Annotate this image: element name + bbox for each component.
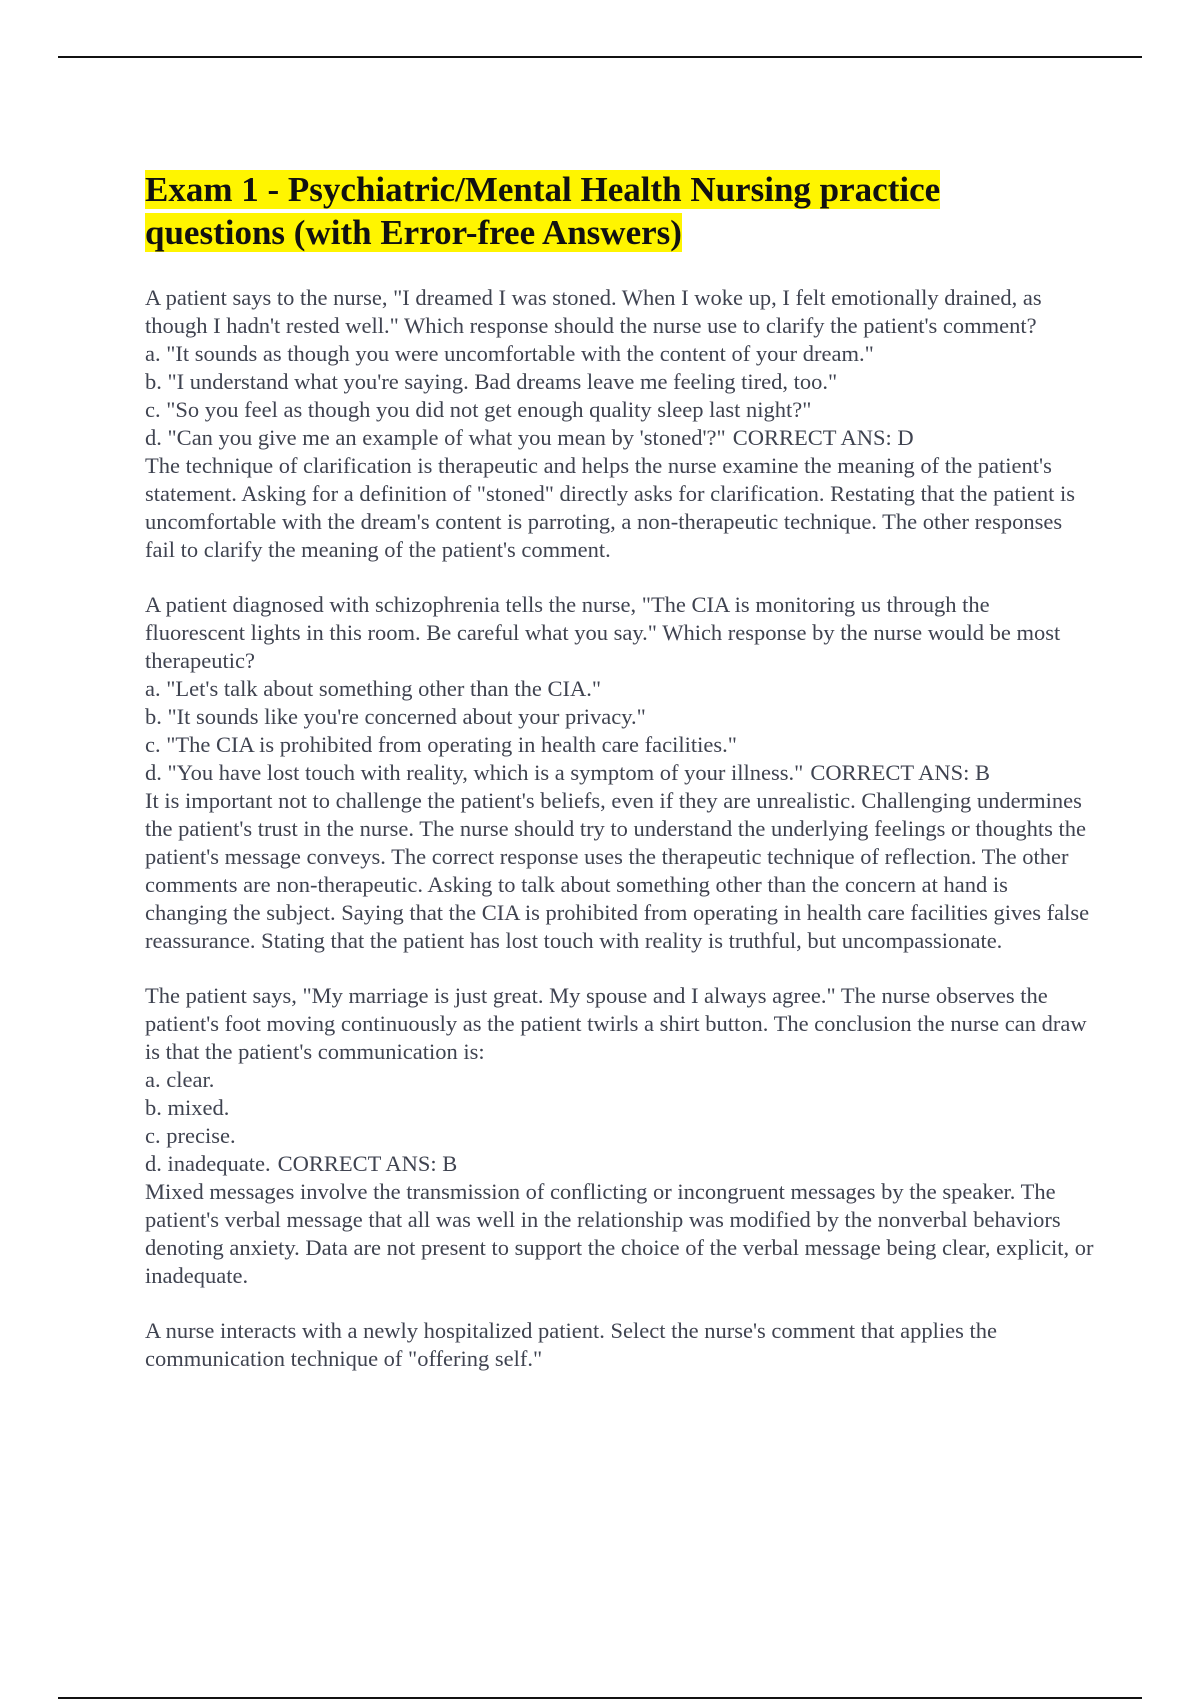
question-list: [145, 284, 1095, 1400]
option-a: a. "It sounds as though you were uncomfortable with the content of your dream.": [145, 341, 874, 366]
rationale: It is important not to challenge the patient's beliefs, even if they are unrealistic. Challenging undermines the patient's trust in the nurse. The nurse should try to understand the underlying feelings or thoughts the patient's message conveys. The correct response uses the therapeutic technique of reflection. The other comments are non-therapeutic. Asking to talk about something other than the concern at hand is changing the subject. Saying that the CIA is prohibited from operating in health care facilities gives false reassurance. Stating that the patient has lost touch with reality is truthful, but uncompassionate.: [145, 788, 1090, 953]
title-line-2: questions (with Error-free Answers): [145, 213, 682, 252]
correct-answer: CORRECT ANS: B: [810, 760, 990, 785]
page-title: [145, 168, 1045, 254]
option-a: a. "Let's talk about something other than the CIA.": [145, 676, 602, 701]
option-c: c. "The CIA is prohibited from operating in health care facilities.": [145, 732, 737, 757]
question-4: [145, 1317, 1095, 1373]
option-c: c. precise.: [145, 1123, 236, 1148]
option-b: b. mixed.: [145, 1095, 230, 1120]
question-stem: A patient says to the nurse, "I dreamed I was stoned. When I woke up, I felt emotionally drained, as though I hadn't rested well." Which response should the nurse use to clarify the patient's comment?: [145, 285, 1042, 338]
title-line-1: Exam 1 - Psychiatric/Mental Health Nursing practice: [145, 170, 941, 209]
option-b: b. "It sounds like you're concerned about your privacy.": [145, 704, 646, 729]
rationale: Mixed messages involve the transmission of conflicting or incongruent messages by the speaker. The patient's verbal message that all was well in the relationship was modified by the nonverbal behaviors denoting anxiety. Data are not present to support the choice of the verbal message being clear, explicit, or inadequate.: [145, 1179, 1094, 1288]
rationale: The technique of clarification is therapeutic and helps the nurse examine the meaning of the patient's statement. Asking for a definition of "stoned" directly asks for clarification. Restating that the patient is uncomfortable with the dream's content is parroting, a non-therapeutic technique. The other responses fail to clarify the meaning of the patient's comment.: [145, 453, 1076, 562]
question-3: [145, 982, 1095, 1290]
option-c: c. "So you feel as though you did not get enough quality sleep last night?": [145, 397, 812, 422]
option-d: d. inadequate.: [145, 1151, 271, 1176]
answer-options: [145, 1066, 1095, 1178]
option-d: d. "Can you give me an example of what you mean by 'stoned'?": [145, 425, 726, 450]
question-stem: The patient says, "My marriage is just great. My spouse and I always agree." The nurse observes the patient's foot moving continuously as the patient twirls a shirt button. The conclusion the nurse can draw is that the patient's communication is:: [145, 983, 1087, 1064]
top-rule: [58, 56, 1142, 58]
option-d: d. "You have lost touch with reality, which is a symptom of your illness.": [145, 760, 804, 785]
answer-options: [145, 340, 1095, 452]
question-stem: A nurse interacts with a newly hospitalized patient. Select the nurse's comment that applies the communication technique of "offering self.": [145, 1318, 997, 1371]
option-a: a. clear.: [145, 1067, 215, 1092]
correct-answer: CORRECT ANS: D: [732, 425, 914, 450]
bottom-rule: [58, 1697, 1142, 1699]
option-d-with-answer: [145, 759, 1095, 787]
option-b: b. "I understand what you're saying. Bad dreams leave me feeling tired, too.": [145, 369, 838, 394]
answer-options: [145, 675, 1095, 787]
question-stem: A patient diagnosed with schizophrenia tells the nurse, "The CIA is monitoring us through the fluorescent lights in this room. Be careful what you say." Which response by the nurse would be most therapeutic?: [145, 592, 1061, 673]
option-d-with-answer: [145, 1150, 1095, 1178]
option-d-with-answer: [145, 424, 1095, 452]
question-1: [145, 284, 1095, 564]
question-2: [145, 591, 1095, 955]
correct-answer: CORRECT ANS: B: [277, 1151, 458, 1176]
